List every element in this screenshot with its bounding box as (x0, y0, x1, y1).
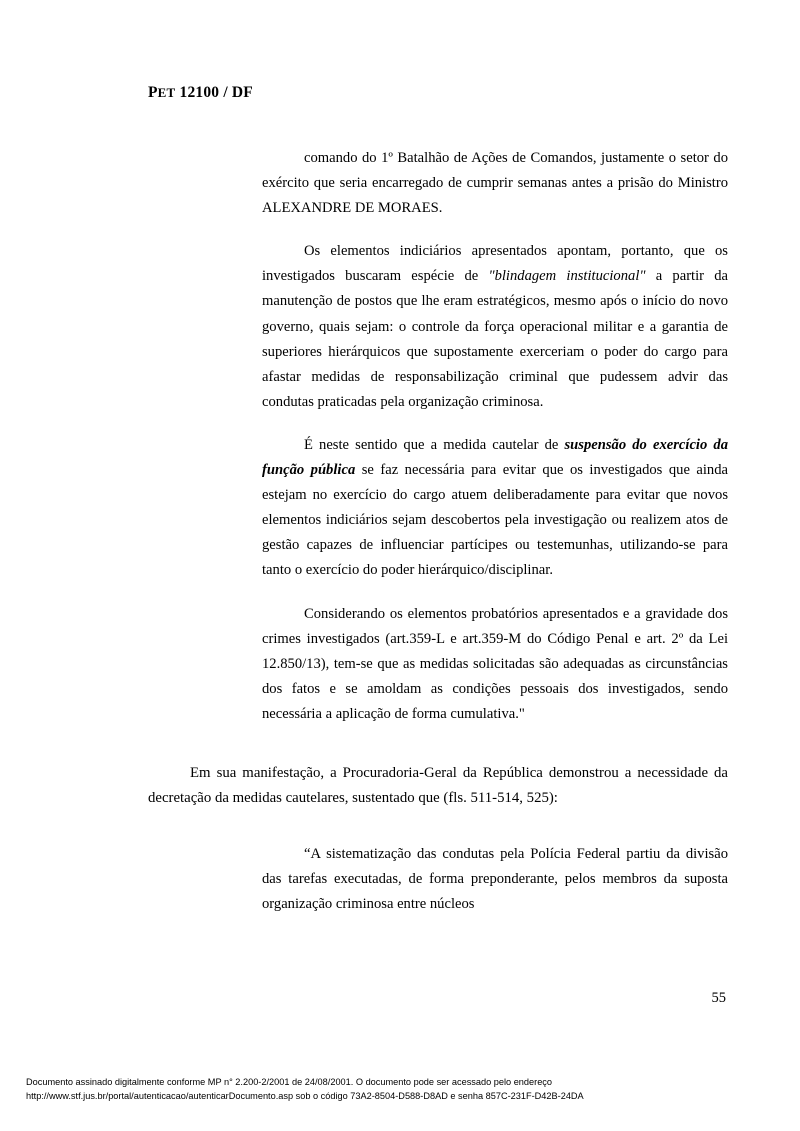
page-title-prefix: P (148, 84, 158, 101)
paragraph-text: Considerando os elementos probatórios apresentados e a gravidade dos crimes investigados (art.359-L e art.359-M do Código Penal e art. 2º da Lei 12.850/13), tem-se que as medidas solicitadas são adequadas as circunstâncias dos fatos e se amoldam as condições pessoais dos investigados, sendo necessária a aplicação de forma cumulativa." (262, 605, 728, 722)
quoted-passage-two (262, 842, 728, 917)
page-title-smallcaps: ET (157, 85, 176, 100)
paragraph (262, 842, 728, 917)
paragraph-text: É neste sentido que a medida cautelar de (304, 436, 565, 453)
paragraph-text: Os elementos indiciários apresentados apontam, portanto, que os investigados buscaram espécie de (262, 243, 728, 285)
paragraph-text: Em sua manifestação, a Procuradoria-Geral da República demonstrou a necessidade da decretação da medidas cautelares, sustentado que (fls. 511-514, 525): (148, 764, 728, 807)
paragraph (148, 761, 728, 812)
paragraph (262, 239, 728, 415)
paragraph-text: a partir da manutenção de postos que lhe eram estratégicos, mesmo após o início do novo governo, quais sejam: o controle da força operacional militar e a garantia de superiores hierárquicos que supostamente exerceriam o poder do cargo para afastar medidas de responsabilização criminal que pudessem advir das condutas praticadas pela organização criminosa. (262, 268, 729, 410)
paragraph-emphasis: "blindagem institucional" (488, 268, 646, 285)
paragraph-text: se faz necessária para evitar que os investigados que ainda estejam no exercício do cargo atuem deliberadamente para evitar que novos elementos indiciários sejam descobertos pela investigação ou realizem atos de gestão capazes de influenciar partícipes ou testemunhas, utilizando-se para tanto o exercício do poder hierárquico/disciplinar. (262, 462, 729, 579)
paragraph (262, 602, 728, 727)
digital-signature-footer (0, 1075, 800, 1104)
quoted-passage-one (262, 146, 728, 727)
page-title (148, 84, 728, 102)
paragraph-text: comando do 1º Batalhão de Ações de Comandos, justamente o setor do exército que seria encarregado de cumprir semanas antes a prisão do Ministro ALEXANDRE DE MORAES. (262, 150, 728, 217)
footer-line-1: Documento assinado digitalmente conforme MP n° 2.200-2/2001 de 24/08/2001. O documento pode ser acessado pelo endereço (26, 1077, 553, 1087)
paragraph-strong-emphasis: suspensão do exercício da função pública (262, 436, 728, 479)
paragraph (262, 433, 728, 584)
page-number: 55 (711, 990, 726, 1006)
body-passage (148, 761, 728, 812)
paragraph-text: “A sistematização das condutas pela Polícia Federal partiu da divisão das tarefas executadas, de forma preponderante, pelos membros da suposta organização criminosa entre núcleos (262, 845, 728, 913)
footer-line-2: http://www.stf.jus.br/portal/autenticacao/autenticarDocumento.asp sob o código 73A2-8504-D588-D8AD e senha 857C-231F-D42B-24DA (26, 1091, 584, 1102)
page-title-rest: 12100 / DF (175, 84, 253, 101)
paragraph (262, 146, 728, 221)
